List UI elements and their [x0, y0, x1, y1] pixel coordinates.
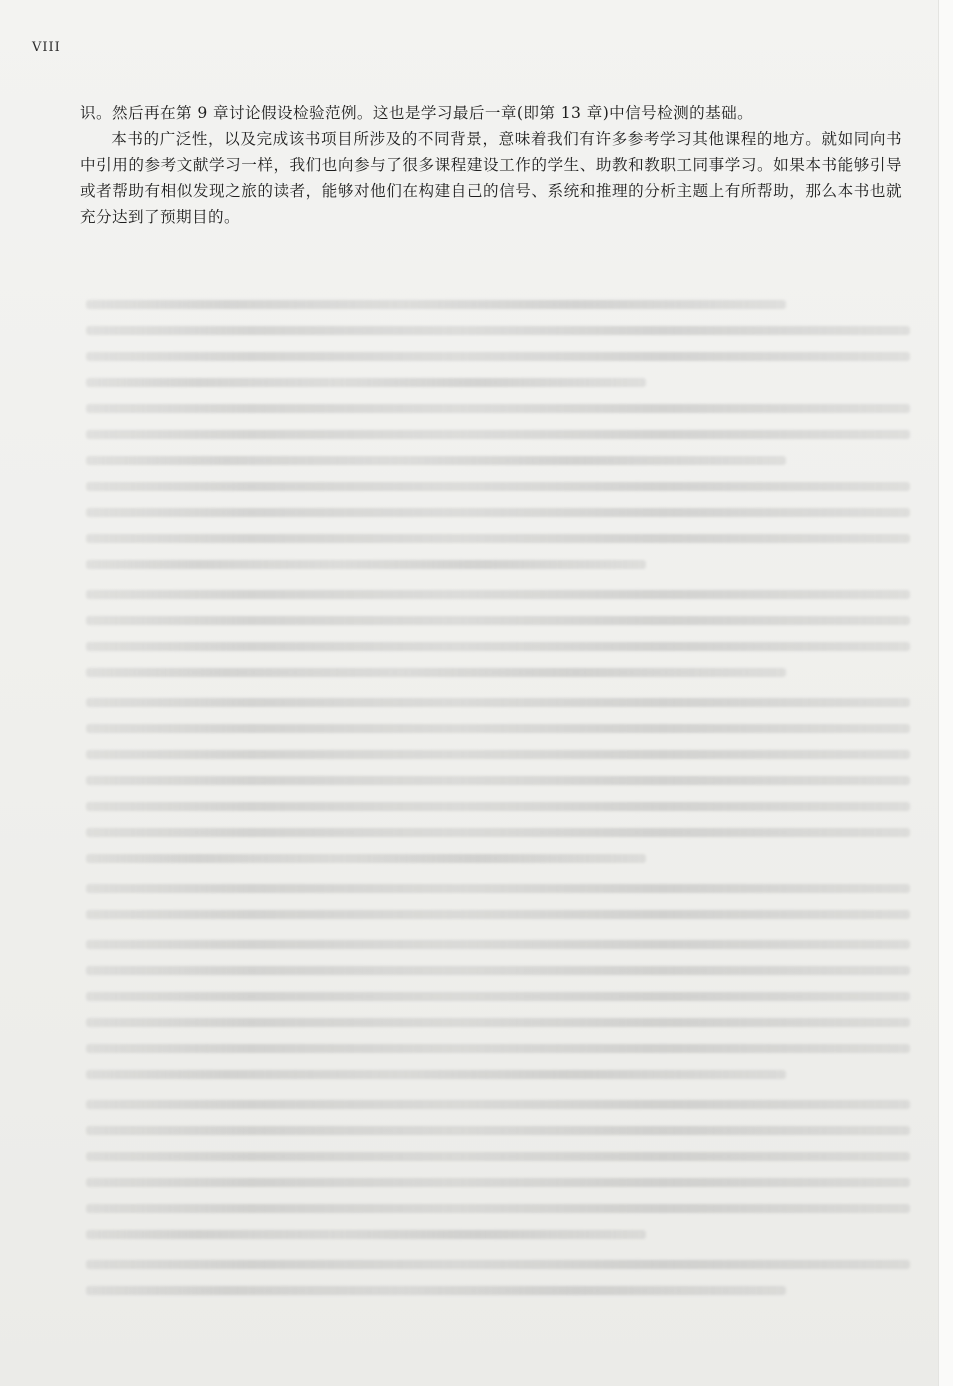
body-text	[80, 100, 902, 230]
page-number: VIII	[32, 40, 61, 55]
page-edge	[938, 0, 953, 1386]
paragraph-2: 本书的广泛性，以及完成该书项目所涉及的不同背景，意味着我们有许多参考学习其他课程的地方。就如同向书中引用的参考文献学习一样，我们也向参与了很多课程建设工作的学生、助教和教职工同事学习。如果本书能够引导或者帮助有相似发现之旅的读者，能够对他们在构建自己的信号、系统和推理的分析主题上有所帮助，那么本书也就充分达到了预期目的。	[80, 130, 902, 226]
paragraph-1: 识。然后再在第 9 章讨论假设检验范例。这也是学习最后一章(即第 13 章)中信号检测的基础。	[80, 104, 754, 122]
